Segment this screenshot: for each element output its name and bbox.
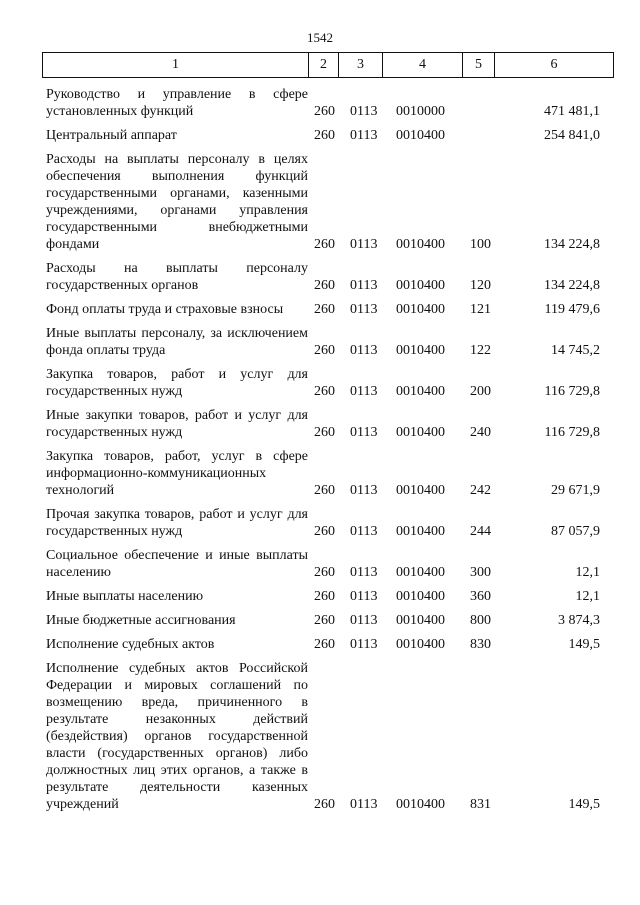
row-amount: 87 057,9 [551, 524, 600, 539]
row-amount: 29 671,9 [551, 483, 600, 498]
row-description: Иные выплаты персоналу, за исключением фонда оплаты труда [46, 326, 308, 358]
row-description: Иные выплаты населению [46, 589, 204, 604]
table-row [46, 127, 600, 144]
table-row [46, 366, 600, 400]
row-col-3: 0113 [350, 637, 378, 652]
row-col-2: 260 [314, 237, 335, 252]
row-col-4: 0010400 [396, 425, 445, 440]
row-col-2: 260 [314, 483, 335, 498]
row-col-2: 260 [314, 589, 335, 604]
row-col-2: 260 [314, 104, 335, 119]
row-amount: 134 224,8 [544, 278, 600, 293]
row-col-5: 300 [470, 565, 491, 580]
row-col-4: 0010400 [396, 128, 445, 143]
row-col-4: 0010400 [396, 483, 445, 498]
table-row [46, 86, 600, 120]
row-col-4: 0010400 [396, 384, 445, 399]
row-col-4: 0010400 [396, 302, 445, 317]
row-col-2: 260 [314, 278, 335, 293]
row-col-5: 244 [470, 524, 491, 539]
page-number: 1542 [307, 30, 333, 45]
row-col-4: 0010400 [396, 237, 445, 252]
row-description: Расходы на выплаты персоналу в целях обеспечения выполнения функций государственными органами, казенными учреждениями, органами управления государственными внебюджетными фондами [46, 152, 308, 252]
row-amount: 3 874,3 [558, 613, 600, 628]
row-amount: 119 479,6 [544, 302, 600, 317]
row-amount: 134 224,8 [544, 237, 600, 252]
row-amount: 14 745,2 [551, 343, 600, 358]
row-col-4: 0010400 [396, 524, 445, 539]
row-description: Иные закупки товаров, работ и услуг для государственных нужд [46, 408, 308, 440]
row-description: Исполнение судебных актов Российской Федерации и мировых соглашений по возмещению вреда, причиненного в результате незаконных действий (бездействия) органов государственной власти (государственных органов) либо должностных лиц этих органов, а также в результате деятельности казенных учреждений [46, 661, 308, 812]
header-col-4: 4 [383, 53, 463, 77]
row-col-5: 240 [470, 425, 491, 440]
table-row [46, 506, 600, 540]
table-row [46, 260, 600, 294]
row-col-2: 260 [314, 797, 335, 812]
row-description: Расходы на выплаты персоналу государственных органов [46, 261, 308, 293]
row-col-5: 122 [470, 343, 491, 358]
row-col-3: 0113 [350, 425, 378, 440]
row-col-5: 200 [470, 384, 491, 399]
row-col-3: 0113 [350, 797, 378, 812]
table-row [46, 301, 600, 318]
row-col-3: 0113 [350, 524, 378, 539]
row-col-2: 260 [314, 384, 335, 399]
row-col-4: 0010400 [396, 278, 445, 293]
row-amount: 149,5 [568, 797, 600, 812]
row-col-2: 260 [314, 613, 335, 628]
row-col-3: 0113 [350, 104, 378, 119]
row-col-2: 260 [314, 524, 335, 539]
row-description: Иные бюджетные ассигнования [46, 613, 236, 628]
table-row [46, 407, 600, 441]
row-col-5: 242 [470, 483, 491, 498]
table-row [46, 612, 600, 629]
row-amount: 471 481,1 [544, 104, 600, 119]
row-amount: 149,5 [568, 637, 600, 652]
header-col-6: 6 [550, 57, 558, 72]
row-col-4: 0010400 [396, 589, 445, 604]
row-col-5: 120 [470, 278, 491, 293]
row-col-4: 0010400 [396, 343, 445, 358]
header-col-5: 5 [463, 53, 495, 77]
table-row [46, 325, 600, 359]
header-col-3: 3 [339, 53, 383, 77]
row-amount: 116 729,8 [544, 425, 600, 440]
table-row [46, 660, 600, 813]
row-col-5: 831 [470, 797, 491, 812]
row-col-4: 0010400 [396, 565, 445, 580]
row-col-2: 260 [314, 302, 335, 317]
table-row [46, 151, 600, 253]
row-col-3: 0113 [350, 565, 378, 580]
row-col-3: 0113 [350, 128, 378, 143]
row-description: Социальное обеспечение и иные выплаты населению [46, 548, 308, 580]
row-description: Фонд оплаты труда и страховые взносы [46, 302, 284, 317]
row-col-2: 260 [314, 128, 335, 143]
row-col-4: 0010000 [396, 104, 445, 119]
table-row [46, 588, 600, 605]
row-col-2: 260 [314, 343, 335, 358]
row-amount: 254 841,0 [544, 128, 600, 143]
row-col-3: 0113 [350, 613, 378, 628]
row-description: Центральный аппарат [46, 128, 177, 143]
row-description: Прочая закупка товаров, работ и услуг для государственных нужд [46, 507, 308, 539]
row-col-5: 830 [470, 637, 491, 652]
row-col-3: 0113 [350, 589, 378, 604]
row-col-5: 100 [470, 237, 491, 252]
row-col-2: 260 [314, 425, 335, 440]
row-col-3: 0113 [350, 343, 378, 358]
row-amount: 116 729,8 [544, 384, 600, 399]
row-col-2: 260 [314, 637, 335, 652]
column-header-table [42, 52, 614, 78]
table-row [46, 636, 600, 653]
row-col-2: 260 [314, 565, 335, 580]
row-col-5: 121 [470, 302, 491, 317]
row-col-5: 360 [470, 589, 491, 604]
row-col-4: 0010400 [396, 637, 445, 652]
row-description: Закупка товаров, работ, услуг в сфере информационно-коммуникационных технологий [46, 449, 308, 498]
row-amount: 12,1 [575, 589, 600, 604]
table-row [46, 547, 600, 581]
row-col-3: 0113 [350, 278, 378, 293]
table-row [46, 448, 600, 499]
row-col-3: 0113 [350, 237, 378, 252]
header-col-2: 2 [309, 53, 339, 77]
row-amount: 12,1 [575, 565, 600, 580]
row-col-5: 800 [470, 613, 491, 628]
row-col-3: 0113 [350, 302, 378, 317]
row-description: Руководство и управление в сфере установленных функций [46, 87, 308, 119]
row-col-3: 0113 [350, 384, 378, 399]
header-col-1: 1 [43, 53, 309, 77]
budget-rows [46, 86, 600, 820]
row-description: Закупка товаров, работ и услуг для государственных нужд [46, 367, 308, 399]
row-col-4: 0010400 [396, 613, 445, 628]
row-description: Исполнение судебных актов [46, 637, 215, 652]
row-col-3: 0113 [350, 483, 378, 498]
row-col-4: 0010400 [396, 797, 445, 812]
